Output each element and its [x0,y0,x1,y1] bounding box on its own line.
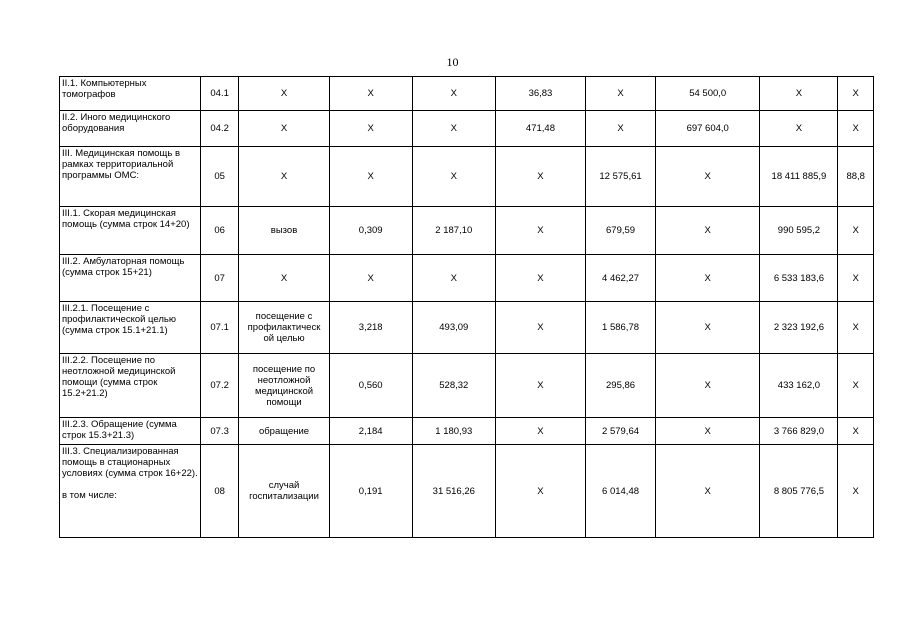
share-cell: X [838,255,874,302]
row-name [60,147,201,207]
table-row [60,445,874,538]
col6-cell: X [495,302,585,354]
total-cell: 2 323 192,6 [760,302,838,354]
unit-cell: X [239,111,329,147]
col6-cell: 36,83 [495,77,585,111]
row-name-text: III.2.3. Обращение (сумма строк 15.3+21.3) [62,419,177,441]
col6-cell: X [495,354,585,418]
row-name-text: III.3. Специализированная помощь в стационарных условиях (сумма строк 16+22). [62,446,198,479]
row-name [60,255,201,302]
row-code: 06 [200,207,239,255]
total-cell: 3 766 829,0 [760,418,838,445]
row-name [60,354,201,418]
row-name [60,207,201,255]
col7-cell: 2 579,64 [586,418,656,445]
total-cell: 18 411 885,9 [760,147,838,207]
share-cell: X [838,445,874,538]
col6-cell: X [495,445,585,538]
col7-cell: 679,59 [586,207,656,255]
volume-cell: 2,184 [329,418,412,445]
total-cell: 990 595,2 [760,207,838,255]
cost-per-unit-cell: 528,32 [412,354,495,418]
cost-per-unit-cell: X [412,147,495,207]
col8-cell: 54 500,0 [656,77,760,111]
row-name [60,111,201,147]
unit-cell: вызов [239,207,329,255]
unit-cell: посещение по неотложной медицинской помощи [239,354,329,418]
col7-cell: 6 014,48 [586,445,656,538]
col8-cell: X [656,147,760,207]
total-cell: 433 162,0 [760,354,838,418]
unit-cell: случай госпитализации [239,445,329,538]
table-row [60,207,874,255]
volume-cell: X [329,111,412,147]
total-cell: 6 533 183,6 [760,255,838,302]
col8-cell: X [656,418,760,445]
row-name-text: II.1. Компьютерных томографов [62,78,147,100]
cost-per-unit-cell: 2 187,10 [412,207,495,255]
row-name-text: III.2.1. Посещение с профилактической целью (сумма строк 15.1+21.1) [62,303,176,336]
total-cell: X [760,77,838,111]
row-name-text: III.2.2. Посещение по неотложной медицинской помощи (сумма строк 15.2+21.2) [62,355,176,399]
col7-cell: 12 575,61 [586,147,656,207]
unit-cell: посещение с профилактическ ой целью [239,302,329,354]
row-name [60,418,201,445]
row-code: 07 [200,255,239,302]
unit-cell: X [239,77,329,111]
share-cell: X [838,111,874,147]
col8-cell: X [656,255,760,302]
total-cell: X [760,111,838,147]
row-code: 04.2 [200,111,239,147]
share-cell: X [838,302,874,354]
share-cell: X [838,77,874,111]
row-name-text: III. Медицинская помощь в рамках территориальной программы ОМС: [62,148,181,181]
volume-cell: X [329,255,412,302]
col6-cell: 471,48 [495,111,585,147]
row-name [60,302,201,354]
row-name-text: III.2. Амбулаторная помощь (сумма строк 15+21) [62,256,185,278]
cost-per-unit-cell: 1 180,93 [412,418,495,445]
table-row [60,255,874,302]
row-name-extra: в том числе: [62,490,117,501]
col7-cell: 4 462,27 [586,255,656,302]
col7-cell: 295,86 [586,354,656,418]
total-cell: 8 805 776,5 [760,445,838,538]
cost-per-unit-cell: 493,09 [412,302,495,354]
volume-cell: X [329,147,412,207]
table-row [60,302,874,354]
table-row [60,354,874,418]
col6-cell: X [495,418,585,445]
col6-cell: X [495,255,585,302]
table-row [60,77,874,111]
volume-cell: 0,191 [329,445,412,538]
row-name [60,445,201,538]
row-code: 07.2 [200,354,239,418]
cost-per-unit-cell: X [412,77,495,111]
row-code: 07.1 [200,302,239,354]
volume-cell: 0,560 [329,354,412,418]
col8-cell: X [656,207,760,255]
col6-cell: X [495,147,585,207]
volume-cell: 0,309 [329,207,412,255]
cost-per-unit-cell: X [412,255,495,302]
table-row [60,418,874,445]
col7-cell: X [586,111,656,147]
share-cell: X [838,354,874,418]
row-code: 05 [200,147,239,207]
data-table [59,76,874,538]
share-cell: 88,8 [838,147,874,207]
volume-cell: X [329,77,412,111]
volume-cell: 3,218 [329,302,412,354]
col8-cell: X [656,445,760,538]
unit-cell: X [239,255,329,302]
row-name-text: III.1. Скорая медицинская помощь (сумма строк 14+20) [62,208,190,230]
col6-cell: X [495,207,585,255]
unit-cell: X [239,147,329,207]
table-row [60,111,874,147]
share-cell: X [838,207,874,255]
row-code: 08 [200,445,239,538]
cost-per-unit-cell: 31 516,26 [412,445,495,538]
col8-cell: X [656,354,760,418]
row-name [60,77,201,111]
col7-cell: X [586,77,656,111]
col8-cell: 697 604,0 [656,111,760,147]
row-code: 04.1 [200,77,239,111]
row-code: 07.3 [200,418,239,445]
col7-cell: 1 586,78 [586,302,656,354]
table-row [60,147,874,207]
unit-cell: обращение [239,418,329,445]
col8-cell: X [656,302,760,354]
row-name-text: II.2. Иного медицинского оборудования [62,112,171,134]
share-cell: X [838,418,874,445]
page-number: 10 [446,55,459,69]
cost-per-unit-cell: X [412,111,495,147]
